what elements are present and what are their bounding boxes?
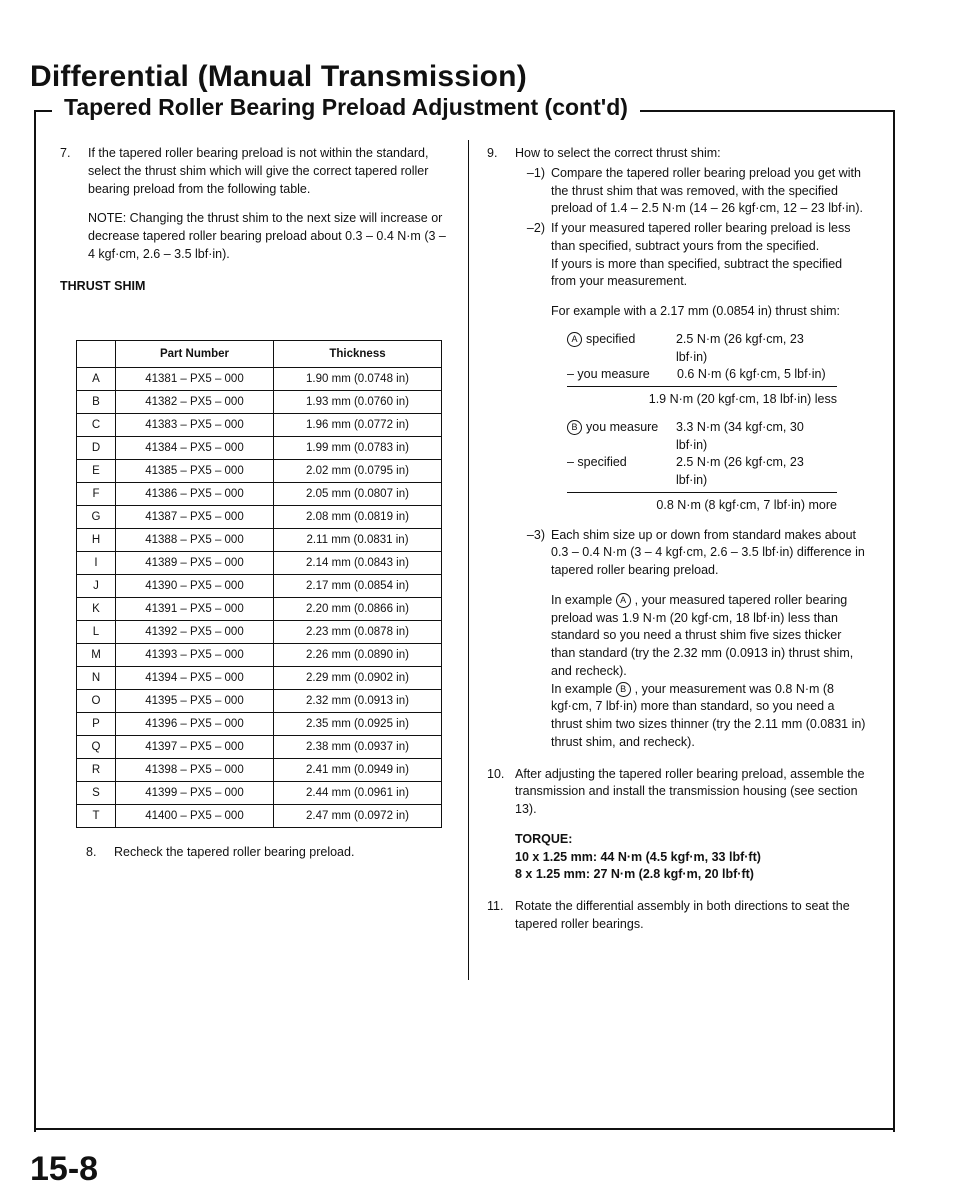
example-b-explanation: In example B , your measurement was 0.8 N·m (8 kgf·cm, 7 lbf·in) more than standard, so you need a thrust shim two sizes thinner (try the 2.11 mm (0.0831 in) thrust shim, and recheck). <box>551 681 866 749</box>
step-text: After adjusting the tapered roller bearing preload, assemble the transmission and install the transmission housing (see section 13). <box>515 766 865 816</box>
shim-letter: G <box>77 506 116 529</box>
substep-text: If your measured tapered roller bearing preload is less than specified, subtract yours from the specified. <box>551 221 851 253</box>
thickness: 2.44 mm (0.0961 in) <box>274 782 442 805</box>
table-row <box>77 391 442 414</box>
right-column <box>487 145 867 934</box>
part-number: 41391 – PX5 – 000 <box>116 598 274 621</box>
calc-value: 3.3 N·m (34 kgf·cm, 30 lbf·in) <box>675 419 804 452</box>
table-row <box>77 368 442 391</box>
note-text: NOTE: Changing the thrust shim to the next size will increase or decrease tapered roller bearing preload about 0.3 – 0.4 N·m (3 – 4 kgf·cm, 2.6 – 3.5 lbf·in). <box>88 211 446 261</box>
table-row <box>77 414 442 437</box>
thickness: 1.96 mm (0.0772 in) <box>274 414 442 437</box>
step-number: 9. <box>487 146 498 160</box>
substep-text: Compare the tapered roller bearing preload you get with the thrust shim that was removed, with the specified preload of 1.4 – 2.5 N·m (14 – 26 kgf·cm, 12 – 23 lbf·in). <box>551 165 863 216</box>
thickness: 2.32 mm (0.0913 in) <box>274 690 442 713</box>
substep-number: –2) <box>526 221 545 235</box>
part-number: 41397 – PX5 – 000 <box>116 736 274 759</box>
shim-letter: F <box>77 483 116 506</box>
thickness: 2.23 mm (0.0878 in) <box>274 621 442 644</box>
table-row <box>77 552 442 575</box>
thickness: 2.35 mm (0.0925 in) <box>274 713 442 736</box>
substep-1 <box>515 165 867 218</box>
table-row <box>77 529 442 552</box>
substep-number: –1) <box>526 165 545 180</box>
torque-spec: 8 x 1.25 mm: 27 N·m (2.8 kgf·m, 20 lbf·ft) <box>515 867 754 882</box>
circled-b-marker: B <box>616 682 631 697</box>
shim-letter: E <box>77 460 116 483</box>
substep-text: Each shim size up or down from standard makes about 0.3 – 0.4 N·m (3 – 4 kgf·cm, 2.6 – 3.5 lbf·in) difference in tapered roller bearing preload. <box>551 527 865 577</box>
table-row <box>77 460 442 483</box>
step-11 <box>487 898 867 934</box>
section-frame-bottom <box>34 1128 893 1130</box>
shim-letter: D <box>77 437 116 460</box>
table-row <box>77 713 442 736</box>
table-title: THRUST SHIM <box>60 278 146 293</box>
part-number: 41394 – PX5 – 000 <box>116 667 274 690</box>
thrust-shim-table <box>76 340 442 828</box>
calc-label: specified <box>586 331 636 346</box>
part-number: 41383 – PX5 – 000 <box>116 414 274 437</box>
torque-spec: 10 x 1.25 mm: 44 N·m (4.5 kgf·m, 33 lbf·ft) <box>515 849 761 864</box>
thickness: 2.38 mm (0.0937 in) <box>274 736 442 759</box>
thickness: 2.14 mm (0.0843 in) <box>274 552 442 575</box>
thickness: 2.41 mm (0.0949 in) <box>274 759 442 782</box>
step-number: 11. <box>487 899 504 913</box>
step-text: Rotate the differential assembly in both directions to seat the tapered roller bearings. <box>515 899 850 931</box>
table-row <box>77 667 442 690</box>
shim-letter: T <box>77 805 116 828</box>
substep-text: If yours is more than specified, subtract the specified from your measurement. <box>551 256 843 289</box>
calc-value: 2.5 N·m (26 kgf·cm, 23 lbf·in) <box>675 455 804 487</box>
table-row <box>77 598 442 621</box>
calc-label: – specified <box>567 455 627 470</box>
table-row <box>77 437 442 460</box>
column-header: Part Number <box>116 341 274 368</box>
calc-value: 2.5 N·m (26 kgf·cm, 23 lbf·in) <box>675 331 804 364</box>
shim-letter: P <box>77 713 116 736</box>
part-number: 41385 – PX5 – 000 <box>116 460 274 483</box>
example-b-calculation <box>567 419 837 515</box>
shim-letter: K <box>77 598 116 621</box>
calc-value: 0.6 N·m (6 kgf·cm, 5 lbf·in) <box>677 367 826 382</box>
table-row <box>77 575 442 598</box>
shim-letter: H <box>77 529 116 552</box>
table-row <box>77 782 442 805</box>
circled-b-marker: B <box>567 420 582 435</box>
step-7 <box>60 145 450 198</box>
table-row <box>77 621 442 644</box>
table-row <box>77 483 442 506</box>
part-number: 41384 – PX5 – 000 <box>116 437 274 460</box>
step-9 <box>487 145 867 752</box>
step-8 <box>86 845 354 859</box>
thickness: 2.26 mm (0.0890 in) <box>274 644 442 667</box>
table-row <box>77 736 442 759</box>
torque-label: TORQUE: <box>515 831 573 846</box>
shim-letter: I <box>77 552 116 575</box>
table-row <box>77 690 442 713</box>
calc-label: – you measure <box>567 367 650 382</box>
step-text: Recheck the tapered roller bearing preload. <box>114 845 355 859</box>
table-row <box>77 759 442 782</box>
shim-letter: B <box>77 391 116 414</box>
shim-letter: C <box>77 414 116 437</box>
step-number: 10. <box>487 766 505 781</box>
part-number: 41395 – PX5 – 000 <box>116 690 274 713</box>
shim-letter: M <box>77 644 116 667</box>
thickness: 2.20 mm (0.0866 in) <box>274 598 442 621</box>
substep-2 <box>515 220 867 321</box>
thickness: 1.99 mm (0.0783 in) <box>274 437 442 460</box>
part-number: 41382 – PX5 – 000 <box>116 391 274 414</box>
shim-letter: Q <box>77 736 116 759</box>
thickness: 1.90 mm (0.0748 in) <box>274 368 442 391</box>
page-title: Differential (Manual Transmission) <box>30 60 527 93</box>
part-number: 41381 – PX5 – 000 <box>116 368 274 391</box>
page-number: 15-8 <box>30 1150 99 1188</box>
thickness: 1.93 mm (0.0760 in) <box>274 391 442 414</box>
step-text: How to select the correct thrust shim: <box>515 146 721 160</box>
table-row <box>77 506 442 529</box>
calc-result: 0.8 N·m (8 kgf·cm, 7 lbf·in) more <box>567 492 837 515</box>
thickness: 2.47 mm (0.0972 in) <box>274 805 442 828</box>
part-number: 41398 – PX5 – 000 <box>116 759 274 782</box>
shim-letter: J <box>77 575 116 598</box>
thickness: 2.02 mm (0.0795 in) <box>274 460 442 483</box>
table-row <box>77 644 442 667</box>
circled-a-marker: A <box>567 332 582 347</box>
calc-label: you measure <box>586 419 659 434</box>
circled-a-marker: A <box>616 593 631 608</box>
substep-number: –3) <box>526 527 545 542</box>
part-number: 41387 – PX5 – 000 <box>116 506 274 529</box>
step-number: 8. <box>86 845 97 859</box>
shim-letter: A <box>77 368 116 391</box>
part-number: 41386 – PX5 – 000 <box>116 483 274 506</box>
part-number: 41393 – PX5 – 000 <box>116 644 274 667</box>
column-divider <box>468 140 469 980</box>
part-number: 41388 – PX5 – 000 <box>116 529 274 552</box>
part-number: 41396 – PX5 – 000 <box>116 713 274 736</box>
part-number: 41389 – PX5 – 000 <box>116 552 274 575</box>
step-10 <box>487 766 867 885</box>
part-number: 41390 – PX5 – 000 <box>116 575 274 598</box>
thickness: 2.05 mm (0.0807 in) <box>274 483 442 506</box>
part-number: 41392 – PX5 – 000 <box>116 621 274 644</box>
column-header: Thickness <box>274 341 442 368</box>
shim-letter: S <box>77 782 116 805</box>
step-text: If the tapered roller bearing preload is not within the standard, select the thrust shim which will give the correct tapered roller bearing preload from the following table. <box>88 146 429 196</box>
section-subtitle: Tapered Roller Bearing Preload Adjustment (cont'd) <box>52 94 640 121</box>
example-intro: For example with a 2.17 mm (0.0854 in) thrust shim: <box>551 304 841 318</box>
shim-letter: L <box>77 621 116 644</box>
left-column <box>60 145 450 295</box>
thickness: 2.29 mm (0.0902 in) <box>274 667 442 690</box>
shim-letter: N <box>77 667 116 690</box>
column-header <box>77 341 116 368</box>
example-a-explanation: In example A , your measured tapered roller bearing preload was 1.9 N·m (20 kgf·cm, 18 lbf·in) less than standard so you need a thrust shim five sizes thicker than standard (try the 2.32 mm (0.0913 in) thrust shim, and recheck). <box>551 592 854 678</box>
example-a-calculation <box>567 331 837 409</box>
calc-result: 1.9 N·m (20 kgf·cm, 18 lbf·in) less <box>567 386 837 409</box>
shim-letter: R <box>77 759 116 782</box>
shim-letter: O <box>77 690 116 713</box>
substep-3 <box>515 527 867 752</box>
part-number: 41400 – PX5 – 000 <box>116 805 274 828</box>
thickness: 2.08 mm (0.0819 in) <box>274 506 442 529</box>
table-header-row <box>77 341 442 368</box>
thickness: 2.11 mm (0.0831 in) <box>274 529 442 552</box>
part-number: 41399 – PX5 – 000 <box>116 782 274 805</box>
step-number: 7. <box>60 146 71 160</box>
table-row <box>77 805 442 828</box>
thickness: 2.17 mm (0.0854 in) <box>274 575 442 598</box>
